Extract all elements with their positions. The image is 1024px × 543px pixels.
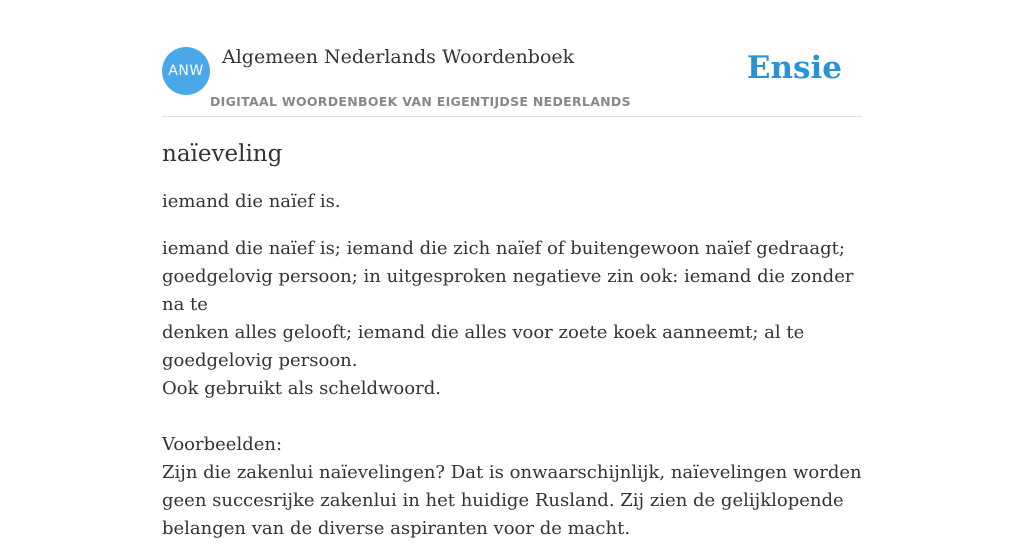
example-line: geen succesrijke zakenlui in het huidige Rusland. Zij zien de gelijklopende: [162, 490, 844, 511]
definition-line: Ook gebruikt als scheldwoord.: [162, 378, 441, 399]
entry-content: [162, 136, 866, 543]
definition-line: goedgelovig persoon; in uitgesproken negatieve zin ook: iemand die zonder na te: [162, 266, 854, 315]
definition-line: iemand die naïef is; iemand die zich naïef of buitengewoon naïef gedraagt;: [162, 238, 845, 259]
anw-logo[interactable]: [162, 47, 210, 95]
site-title[interactable]: Algemeen Nederlands Woordenboek: [222, 46, 575, 68]
ensie-brand-link[interactable]: Ensie: [746, 50, 842, 86]
examples-label: Voorbeelden:: [162, 434, 283, 455]
full-definition: [162, 235, 866, 543]
definition-line: denken alles gelooft; iemand die alles voor zoete koek aanneemt; al te: [162, 322, 805, 343]
entry-headword: naïeveling: [162, 141, 283, 167]
site-subtitle: DIGITAAL WOORDENBOEK VAN EIGENTIJDSE NEDERLANDS: [210, 94, 631, 109]
short-definition: iemand die naïef is.: [162, 191, 341, 212]
logo-text: ANW: [168, 63, 204, 79]
example-line: Zijn die zakenlui naïevelingen? Dat is onwaarschijnlijk, naïevelingen worden: [162, 462, 862, 483]
definition-line: goedgelovig persoon.: [162, 350, 358, 371]
example-line: belangen van de diverse aspiranten voor de macht.: [162, 518, 631, 539]
spacer: [162, 403, 866, 431]
site-header: [162, 0, 862, 117]
